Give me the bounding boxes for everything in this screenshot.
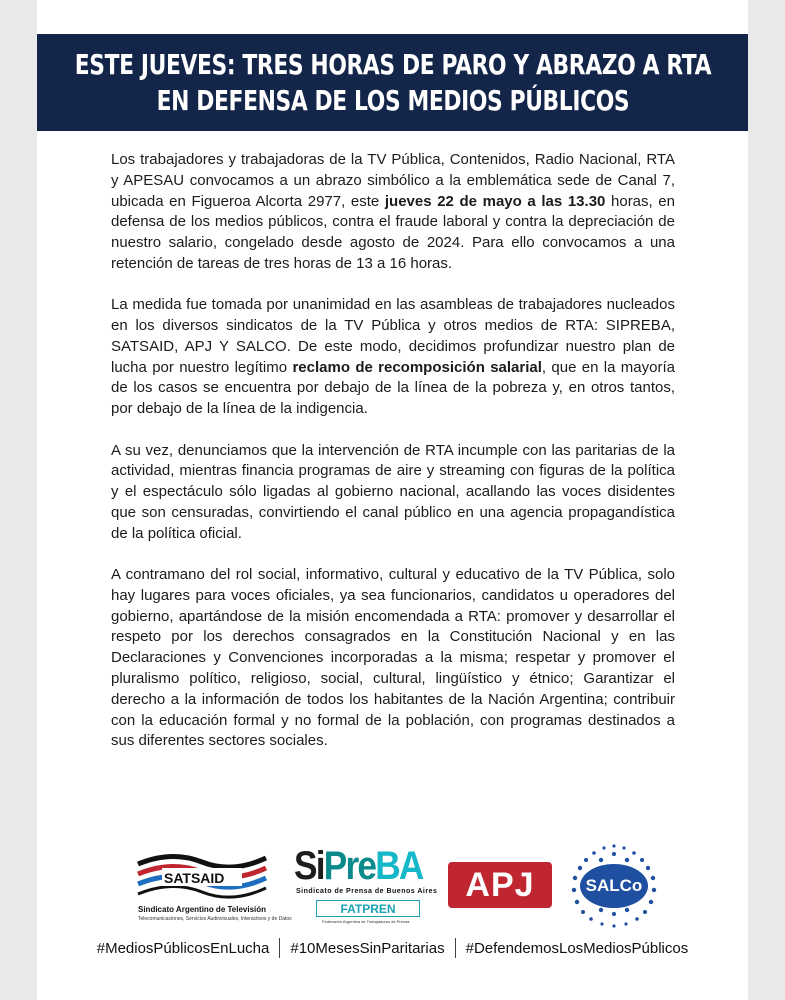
title-line-1: ESTE JUEVES: TRES HORAS DE PARO Y ABRAZO A RTA <box>74 47 711 81</box>
hashtag-divider <box>455 938 456 958</box>
union-logos <box>37 838 748 928</box>
paragraph-1 <box>111 150 675 275</box>
paragraph-2-bold: reclamo de recomposición salarial <box>292 358 542 376</box>
title-line-2: EN DEFENSA DE LOS MEDIOS PÚBLICOS <box>156 83 629 117</box>
apj-logo: APJ <box>448 862 552 908</box>
paragraph-1-bold: jueves 22 de mayo a las 13.30 <box>384 192 606 210</box>
salco-logo <box>569 842 659 928</box>
paragraph-4: A contramano del rol social, informativo, cultural y educativo de la TV Pública, solo hay lugares para voces oficiales, ya sea funcionarios, candidatos u operadores del gobierno, apartándose de la misión encomendada a RTA: promover y desarrollar el respeto por los derechos consagrados en la Constitución Nacional y en las Declaraciones y Convenciones incorporadas a la misma; respetar y promover el pluralismo político, religioso, social, cultural, lingüístico y étnico; Garantizar el derecho a la información de todos los habitantes de la Nación Argentina; contribuir con la educación formal y no formal de la población, con programas destinados a sus diferentes sectores sociales. <box>111 566 675 750</box>
document-page <box>37 0 748 1000</box>
paragraph-2 <box>111 295 675 420</box>
title-banner <box>37 34 748 131</box>
satsaid-wordmark: SATSAID <box>164 870 225 886</box>
paragraph-2-text-b: , que en la mayoría de los casos se encuentra por debajo de la línea de la pobreza y, en otros tantos, por debajo de la línea de la indigencia. <box>111 358 675 418</box>
fatpren-label: FATPREN <box>316 900 420 917</box>
sipreba-logo <box>294 844 444 928</box>
hashtag-1: #MediosPúblicosEnLucha <box>96 939 270 957</box>
satsaid-logo <box>132 846 292 928</box>
fatpren-subtitle: Federación Argentina de Trabajadores de Prensa <box>322 919 410 924</box>
sipreba-wordmark <box>294 844 423 889</box>
body-text <box>111 150 675 773</box>
paragraph-1-text-a: Los trabajadores y trabajadoras de la TV Pública, Contenidos, Radio Nacional, RTA y APESAU convocamos a un abrazo simbólico a la emblemática sede de Canal 7, ubicada en Figueroa Alcorta 2977, este <box>111 151 675 210</box>
paragraph-2-text-a: La medida fue tomada por unanimidad en las asambleas de trabajadores nucleados en los diversos sindicatos de la TV Pública y otros medios de RTA: SIPREBA, SATSAID, APJ Y SALCO. De este modo, decidimos profundizar nuestro plan de lucha por nuestro legítimo <box>111 296 675 376</box>
hashtag-2: #10MesesSinParitarias <box>290 939 445 957</box>
hashtag-divider <box>279 938 280 958</box>
salco-wordmark: SALCo <box>585 876 643 895</box>
sipreba-si: Si <box>294 844 324 888</box>
hashtag-3: #DefendemosLosMediosPúblicos <box>465 939 689 957</box>
sipreba-ba: BA <box>375 844 423 888</box>
hashtag-footer <box>37 938 748 958</box>
satsaid-full-name: Sindicato Argentino de Televisión <box>138 905 267 914</box>
sipreba-pre: Pre <box>323 844 376 888</box>
sipreba-subtitle: Sindicato de Prensa de Buenos Aires <box>296 888 438 895</box>
paragraph-1-text-b: horas, en defensa de los medios públicos, contra el fraude laboral y contra la depreciación de nuestro salario, congelado desde agosto de 2024. Para ello convocamos a una retención de tareas de tres horas de 13 a 16 horas. <box>111 192 675 272</box>
paragraph-3: A su vez, denunciamos que la intervención de RTA incumple con las paritarias de la actividad, mientras financia programas de aire y streaming con figuras de la política y el espectáculo sólo ligadas al gobierno nacional, acallando las voces disidentes que son censuradas, convirtiendo el canal público en una agencia propagandística de la política oficial. <box>111 441 675 542</box>
satsaid-subtitle: Telecomunicaciones, Servicios Audiovisuales, Interactivos y de Datos <box>138 916 292 922</box>
